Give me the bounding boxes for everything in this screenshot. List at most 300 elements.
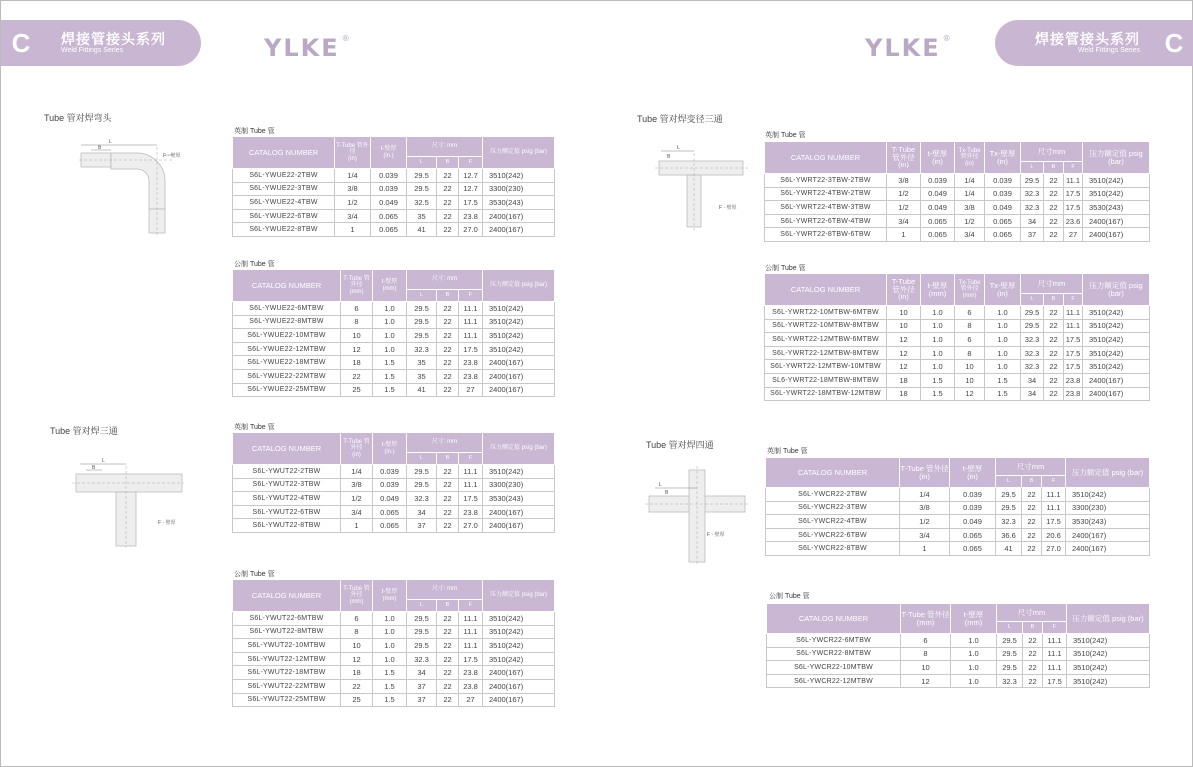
header-title-zh: 焊接管接头系列: [61, 30, 166, 47]
col-header-t-tube: T-Tube 管外径: [900, 463, 949, 473]
value-cell: 11.1: [1042, 488, 1066, 502]
value-cell: 23.8: [459, 356, 483, 370]
value-cell: 0.065: [985, 214, 1021, 228]
value-cell: 29.5: [407, 315, 437, 329]
value-cell: 32.3: [1021, 187, 1044, 201]
table-row: [233, 302, 555, 316]
value-cell: 17.5: [1042, 515, 1066, 529]
col-header-t-tube: T-Tube 管外径: [336, 143, 369, 156]
elbow-imperial-table: CATALOG NUMBER T-Tube 管外径 (in) t-壁厚 (in.) 尺寸: mm 压力额定值 psig (bar) L B F S6L-YWUE22-2TBW 1/4 0.039 29.5 22 12.7 3510(242) S6L-YWUE22-3TBW 3/8 0.039 29.5 22 12.7 3300(230) S6L-YWUE22-4TBW 1/2 0.049 32.5 22 17.5 3530(243) S6L-YWUE22-6TBW 3/4 0.065 35 22 23.8 2400(167) S6L-YWUE22-8TBW 1 0.065 41 22 27.0 2400(167): [232, 136, 555, 237]
value-cell: 25: [341, 383, 373, 397]
value-cell: 3510(242): [1083, 187, 1150, 201]
value-cell: 2400(167): [483, 693, 555, 707]
col-header-catalog: CATALOG NUMBER: [233, 433, 341, 465]
value-cell: 18: [341, 666, 373, 680]
value-cell: 3510(242): [483, 342, 555, 356]
value-cell: 11.1: [1064, 174, 1083, 188]
value-cell: 3510(242): [1083, 319, 1150, 333]
catalog-number-cell: S6L-YWUT22-22MTBW: [233, 679, 341, 693]
value-cell: 11.1: [1043, 634, 1067, 648]
value-cell: 22: [1044, 228, 1064, 242]
value-cell: 22: [1022, 501, 1042, 515]
col-header-size: 尺寸mm: [1021, 142, 1083, 162]
table-row: [233, 342, 555, 356]
value-cell: 22: [437, 465, 459, 479]
value-cell: 34: [1021, 214, 1044, 228]
value-cell: 11.1: [1043, 661, 1067, 675]
value-cell: 6: [341, 612, 373, 626]
col-header-catalog: CATALOG NUMBER: [765, 142, 887, 174]
value-cell: 3530(243): [483, 196, 555, 210]
value-cell: 32.3: [1021, 360, 1044, 374]
value-cell: 0.039: [985, 174, 1021, 188]
table-row: [233, 223, 555, 237]
value-cell: 3/4: [335, 209, 371, 223]
value-cell: 0.039: [371, 182, 407, 196]
value-cell: 22: [437, 383, 459, 397]
elbow-metric-table: CATALOG NUMBER T-Tube 管外径 (mm) t-壁厚 (mm) 尺寸: mm 压力额定值 psig (bar) L B F S6L-YWUE22-6MTBW 6 1.0 29.5 22 11.1 3510(242) S6L-YWUE22-8MTBW 8 1.0 29.5 22 11.1 3510(242) S6L-YWUE22-10MTBW 10 1.0 29.5 22 11.1 3510(242) S6L-YWUE22-12MTBW 12 1.0 32.3 22 17.5 3510(242) S6L-YWUE22-18MTBW 18 1.5 35 22 23.8 2400(167) S6L-YWUE22-22MTBW 22 1.5 35 22 23.8 2400(167) S6L-YWUE22-25MTBW 25 1.5 41 22 27 2400(167): [232, 269, 555, 397]
table-row: [765, 360, 1150, 374]
value-cell: 23.8: [459, 679, 483, 693]
dim-label-l: L: [102, 458, 105, 464]
value-cell: 22: [1044, 387, 1064, 401]
catalog-number-cell: S6L-YWRT22-10MTBW-6MTBW: [765, 306, 887, 320]
col-header-wall: t-壁厚: [962, 463, 983, 473]
value-cell: 1: [887, 228, 921, 242]
col-header-size: 尺寸: mm: [407, 580, 483, 600]
col-header-pressure: 压力额定值 psig (bar): [1083, 274, 1150, 306]
value-cell: 22: [1022, 528, 1042, 542]
value-cell: 17.5: [459, 652, 483, 666]
value-cell: 1: [900, 542, 950, 556]
value-cell: 1/2: [887, 201, 921, 215]
table-row: [767, 634, 1150, 648]
value-cell: 22: [437, 679, 459, 693]
value-cell: 34: [1021, 387, 1044, 401]
value-cell: 1.5: [921, 373, 955, 387]
value-cell: 3530(243): [1083, 201, 1150, 215]
value-cell: 32.3: [997, 674, 1023, 688]
value-cell: 29.5: [407, 182, 437, 196]
catalog-number-cell: S6L-YWUE22-2TBW: [233, 169, 335, 183]
value-cell: 22: [1044, 201, 1064, 215]
value-cell: 1.0: [373, 302, 407, 316]
value-cell: 22: [437, 625, 459, 639]
value-cell: 17.5: [1064, 346, 1083, 360]
value-cell: 3510(242): [1067, 634, 1150, 648]
col-header-size: 尺寸: mm: [407, 270, 483, 290]
catalog-number-cell: S6L-YWUT22-18MTBW: [233, 666, 341, 680]
value-cell: 10: [341, 329, 373, 343]
cross-metric-table: CATALOG NUMBER T-Tube 管外径 (mm) t-壁厚 (mm) 尺寸mm 压力额定值 psig (bar) L B F S6L-YWCR22-6MTBW 6 1.0 29.5 22 11.1 3510(242) S6L-YWCR22-8MTBW 8 1.0 29.5 22 11.1 3510(242) S6L-YWCR22-10MTBW 10 1.0 29.5 22 11.1 3510(242) S6L-YWCR22-12MTBW 12 1.0 32.3 22 17.5 3510(242): [766, 603, 1150, 688]
value-cell: 8: [901, 647, 951, 661]
value-cell: 3510(242): [1083, 306, 1150, 320]
value-cell: 2400(167): [483, 679, 555, 693]
col-header-tx-tube: Tx-Tube 管外径: [958, 280, 981, 293]
col-header-size: 尺寸: mm: [407, 433, 483, 453]
value-cell: 2400(167): [483, 505, 555, 519]
value-cell: 23.8: [1064, 387, 1083, 401]
catalog-number-cell: S6L-YWUT22-10MTBW: [233, 639, 341, 653]
value-cell: 1.0: [373, 652, 407, 666]
table-title: 英制 Tube 管: [234, 424, 275, 431]
dim-label-l: L: [109, 139, 112, 145]
col-header-size: 尺寸mm: [997, 604, 1067, 622]
table-title: 公制 Tube 管: [234, 571, 275, 578]
value-cell: 1.5: [373, 693, 407, 707]
value-cell: 2400(167): [1066, 542, 1150, 556]
value-cell: 0.049: [985, 201, 1021, 215]
col-header-tx-wall: Tx-壁厚: [989, 280, 1016, 290]
value-cell: 1/2: [887, 187, 921, 201]
value-cell: 22: [1044, 373, 1064, 387]
value-cell: 10: [887, 306, 921, 320]
value-cell: 3510(242): [483, 315, 555, 329]
catalog-number-cell: S6L-YWCR22-3TBW: [766, 501, 900, 515]
value-cell: 6: [955, 306, 985, 320]
value-cell: 3/4: [341, 505, 373, 519]
value-cell: 1.0: [373, 315, 407, 329]
value-cell: 3300(230): [483, 478, 555, 492]
value-cell: 12: [901, 674, 951, 688]
value-cell: 0.065: [921, 214, 955, 228]
value-cell: 0.049: [950, 515, 996, 529]
value-cell: 22: [1023, 647, 1043, 661]
elbow-diagram: [61, 139, 191, 239]
value-cell: 22: [437, 612, 459, 626]
value-cell: 23.8: [459, 209, 483, 223]
value-cell: 2400(167): [483, 356, 555, 370]
value-cell: 3510(242): [1067, 674, 1150, 688]
col-header-pressure: 压力额定值 psig (bar): [1067, 604, 1150, 634]
value-cell: 12: [955, 387, 985, 401]
col-header-catalog: CATALOG NUMBER: [233, 270, 341, 302]
value-cell: 22: [341, 679, 373, 693]
value-cell: 32.3: [996, 515, 1022, 529]
value-cell: 22: [1044, 187, 1064, 201]
value-cell: 0.039: [950, 488, 996, 502]
value-cell: 22: [437, 519, 459, 533]
value-cell: 3300(230): [483, 182, 555, 196]
value-cell: 22: [437, 169, 459, 183]
table-title: 英制 Tube 管: [765, 132, 806, 139]
value-cell: 3510(242): [483, 652, 555, 666]
value-cell: 1.0: [373, 342, 407, 356]
value-cell: 22: [1023, 674, 1043, 688]
value-cell: 10: [955, 360, 985, 374]
value-cell: 41: [407, 383, 437, 397]
table-row: [233, 612, 555, 626]
value-cell: 3530(243): [483, 492, 555, 506]
catalog-number-cell: S6L-YWRT22-3TBW-2TBW: [765, 174, 887, 188]
reducing-tee-imperial-table: CATALOG NUMBER T-Tube 管外径 (in) t-壁厚 (in) Tx-Tube 管外径 (in) Tx-壁厚 (in) 尺寸mm 压力额定值 psig (bar) L B F S6L-YWRT22-3TBW-2TBW 3/8 0.039 1/4 0.039 29.5 22 11.1 3510(242) S6L-YWRT22-4TBW-2TBW 1/2 0.049 1/4 0.039 32.3 22 17.5 3510(242) S6L-YWRT22-4TBW-3TBW 1/2 0.049 3/8 0.049 32.3 22 17.5 3530(243) S6L-YWRT22-6TBW-4TBW 3/4 0.065 1/2 0.065 34 22 23.6 2400(167) S6L-YWRT22-8TBW-6TBW 1 0.065 3/4 0.065 37 22 27 2400(167): [764, 141, 1150, 242]
value-cell: 17.5: [459, 492, 483, 506]
dim-label-b: B: [667, 154, 671, 160]
table-row: [233, 666, 555, 680]
table-row: [233, 196, 555, 210]
value-cell: 6: [901, 634, 951, 648]
value-cell: 22: [437, 369, 459, 383]
catalog-number-cell: S6L-YWUT22-3TBW: [233, 478, 341, 492]
value-cell: 1.0: [951, 661, 997, 675]
value-cell: 6: [341, 302, 373, 316]
table-row: [233, 679, 555, 693]
table-row: [765, 373, 1150, 387]
value-cell: 17.5: [1064, 187, 1083, 201]
value-cell: 27.0: [1042, 542, 1066, 556]
value-cell: 1.0: [985, 360, 1021, 374]
value-cell: 29.5: [1021, 319, 1044, 333]
cross-diagram: [641, 466, 751, 566]
value-cell: 32.3: [1021, 333, 1044, 347]
catalog-number-cell: S6L-YWCR22-8TBW: [766, 542, 900, 556]
table-row: [233, 369, 555, 383]
value-cell: 2400(167): [483, 209, 555, 223]
header-title-en: Weld Fittings Series: [61, 46, 124, 54]
value-cell: 12: [341, 652, 373, 666]
value-cell: 1.5: [373, 383, 407, 397]
value-cell: 1.0: [951, 647, 997, 661]
value-cell: 35: [407, 369, 437, 383]
value-cell: 22: [437, 315, 459, 329]
value-cell: 2400(167): [483, 369, 555, 383]
value-cell: 0.065: [950, 542, 996, 556]
value-cell: 22: [437, 196, 459, 210]
catalog-number-cell: S6L-YWUE22-8TBW: [233, 223, 335, 237]
value-cell: 22: [437, 329, 459, 343]
value-cell: 20.6: [1042, 528, 1066, 542]
value-cell: 37: [407, 693, 437, 707]
value-cell: 18: [887, 387, 921, 401]
table-row: [233, 209, 555, 223]
catalog-number-cell: S6L-YWUE22-3TBW: [233, 182, 335, 196]
value-cell: 17.5: [1064, 360, 1083, 374]
value-cell: 22: [437, 666, 459, 680]
value-cell: 2400(167): [483, 666, 555, 680]
col-header-t-tube: T-Tube 管外径: [343, 276, 370, 289]
value-cell: 35: [407, 356, 437, 370]
catalog-number-cell: S6L-YWCR22-2TBW: [766, 488, 900, 502]
brand-logo-left: YLKE ®: [264, 34, 352, 62]
value-cell: 1.0: [985, 346, 1021, 360]
value-cell: 2400(167): [1083, 387, 1150, 401]
value-cell: 22: [437, 639, 459, 653]
value-cell: 11.1: [459, 465, 483, 479]
table-row: [765, 228, 1150, 242]
catalog-number-cell: S6L-YWRT22-4TBW-2TBW: [765, 187, 887, 201]
value-cell: 34: [407, 666, 437, 680]
value-cell: 0.039: [373, 465, 407, 479]
col-header-pressure: 压力额定值 psig (bar): [483, 433, 555, 465]
value-cell: 3510(242): [483, 612, 555, 626]
value-cell: 29.5: [997, 634, 1023, 648]
value-cell: 3300(230): [1066, 501, 1150, 515]
value-cell: 0.065: [950, 528, 996, 542]
value-cell: 0.049: [921, 187, 955, 201]
value-cell: 1.5: [373, 666, 407, 680]
value-cell: 8: [341, 625, 373, 639]
value-cell: 12.7: [459, 182, 483, 196]
catalog-number-cell: S6L-YWCR22-4TBW: [766, 515, 900, 529]
col-header-pressure: 压力额定值 psig (bar): [483, 270, 555, 302]
value-cell: 11.1: [1064, 306, 1083, 320]
value-cell: 3510(242): [1066, 488, 1150, 502]
value-cell: 1: [341, 519, 373, 533]
value-cell: 1.0: [373, 625, 407, 639]
value-cell: 34: [1021, 373, 1044, 387]
value-cell: 2400(167): [1066, 528, 1150, 542]
value-cell: 29.5: [407, 625, 437, 639]
value-cell: 22: [1023, 661, 1043, 675]
table-row: [233, 182, 555, 196]
value-cell: 1.0: [951, 634, 997, 648]
value-cell: 22: [437, 302, 459, 316]
value-cell: 1.0: [921, 360, 955, 374]
value-cell: 11.1: [459, 612, 483, 626]
col-header-t-tube: T-Tube 管外径: [891, 144, 916, 162]
table-row: [767, 661, 1150, 675]
col-header-wall: t-壁厚: [380, 146, 397, 153]
value-cell: 18: [887, 373, 921, 387]
table-row: [765, 319, 1150, 333]
catalog-number-cell: S6L-YWRT22-12MTBW-10MTBW: [765, 360, 887, 374]
value-cell: 37: [1021, 228, 1044, 242]
value-cell: 29.5: [1021, 306, 1044, 320]
value-cell: 23.8: [459, 505, 483, 519]
value-cell: 1.0: [921, 319, 955, 333]
catalog-number-cell: S6L-YWRT22-12MTBW-6MTBW: [765, 333, 887, 347]
value-cell: 32.3: [407, 492, 437, 506]
value-cell: 12: [887, 360, 921, 374]
value-cell: 29.5: [407, 302, 437, 316]
value-cell: 29.5: [407, 169, 437, 183]
value-cell: 12: [887, 346, 921, 360]
table-title: 公制 Tube 管: [765, 265, 806, 272]
value-cell: 37: [407, 679, 437, 693]
col-header-wall: t-壁厚: [381, 279, 398, 286]
value-cell: 11.1: [459, 639, 483, 653]
dim-label-b: B: [98, 145, 102, 151]
col-header-size: 尺寸mm: [1021, 274, 1083, 294]
value-cell: 3/4: [955, 228, 985, 242]
value-cell: 1/4: [955, 187, 985, 201]
header-left-tab: [1, 20, 201, 66]
value-cell: 0.065: [373, 519, 407, 533]
value-cell: 3/4: [887, 214, 921, 228]
value-cell: 2400(167): [1083, 228, 1150, 242]
col-header-t-tube: T-Tube 管外径: [343, 586, 370, 599]
tee-diagram: [66, 456, 186, 551]
dim-label-l: L: [659, 482, 662, 488]
value-cell: 1: [335, 223, 371, 237]
dim-label-f: F · 壁厚: [158, 520, 176, 526]
value-cell: 1.0: [373, 639, 407, 653]
value-cell: 32.3: [407, 342, 437, 356]
catalog-number-cell: S6L-YWRT22-12MTBW-8MTBW: [765, 346, 887, 360]
value-cell: 22: [1022, 488, 1042, 502]
value-cell: 3510(242): [1067, 647, 1150, 661]
catalog-number-cell: S6L-YWCR22-8MTBW: [767, 647, 901, 661]
value-cell: 1/4: [955, 174, 985, 188]
table-row: [233, 478, 555, 492]
col-header-pressure: 压力额定值 psig (bar): [1083, 142, 1150, 174]
table-row: [766, 515, 1150, 529]
brand-logo-right: YLKE ®: [865, 34, 953, 62]
col-header-wall: t-壁厚: [381, 589, 398, 596]
dim-label-f: F · 壁厚: [719, 205, 737, 211]
table-row: [233, 505, 555, 519]
catalog-number-cell: S6L-YWUT22-12MTBW: [233, 652, 341, 666]
col-header-catalog: CATALOG NUMBER: [767, 604, 901, 634]
value-cell: 27.0: [459, 519, 483, 533]
catalog-number-cell: S6L-YWCR22-6TBW: [766, 528, 900, 542]
col-header-tx-tube: Tx-Tube 管外径: [958, 148, 981, 161]
value-cell: 2400(167): [1083, 214, 1150, 228]
table-row: [233, 639, 555, 653]
value-cell: 3510(242): [483, 625, 555, 639]
value-cell: 0.039: [950, 501, 996, 515]
col-header-catalog: CATALOG NUMBER: [233, 580, 341, 612]
value-cell: 22: [341, 369, 373, 383]
value-cell: 29.5: [407, 612, 437, 626]
value-cell: 1.0: [373, 612, 407, 626]
catalog-number-cell: S6L-YWUE22-8MTBW: [233, 315, 341, 329]
value-cell: 11.1: [1043, 647, 1067, 661]
value-cell: 3510(242): [1083, 333, 1150, 347]
catalog-number-cell: S6L-YWUE22-18MTBW: [233, 356, 341, 370]
cross-imperial-table: CATALOG NUMBER T-Tube 管外径 (in) t-壁厚 (in) 尺寸mm 压力额定值 psig (bar) L B F S6L-YWCR22-2TBW 1/4 0.039 29.5 22 11.1 3510(242) S6L-YWCR22-3TBW 3/8 0.039 29.5 22 11.1 3300(230) S6L-YWCR22-4TBW 1/2 0.049 32.3 22 17.5 3530(243) S6L-YWCR22-6TBW 3/4 0.065 36.6 22 20.6 2400(167) S6L-YWCR22-8TBW 1 0.065 41 22 27.0 2400(167): [765, 457, 1150, 556]
catalog-number-cell: S6L-YWUE22-25MTBW: [233, 383, 341, 397]
value-cell: 3/8: [887, 174, 921, 188]
dim-label-b: B: [665, 490, 669, 496]
col-header-wall: t-壁厚: [927, 148, 948, 158]
value-cell: 10: [341, 639, 373, 653]
col-header-size: 尺寸: mm: [407, 137, 483, 157]
table-row: [233, 693, 555, 707]
value-cell: 8: [955, 319, 985, 333]
value-cell: 0.039: [985, 187, 1021, 201]
value-cell: 22: [437, 182, 459, 196]
col-header-pressure: 压力额定值 psig (bar): [1066, 458, 1150, 488]
table-row: [765, 333, 1150, 347]
value-cell: 32.3: [1021, 201, 1044, 215]
catalog-number-cell: S6L-YWUT22-8MTBW: [233, 625, 341, 639]
value-cell: 17.5: [1064, 333, 1083, 347]
value-cell: 22: [437, 478, 459, 492]
table-row: [233, 652, 555, 666]
value-cell: 27: [1064, 228, 1083, 242]
table-row: [766, 528, 1150, 542]
value-cell: 1.0: [951, 674, 997, 688]
section-letter: C: [11, 27, 31, 58]
col-header-catalog: CATALOG NUMBER: [233, 137, 335, 169]
tee-imperial-table: CATALOG NUMBER T-Tube 管外径 (in) t-壁厚 (in.) 尺寸: mm 压力额定值 psig (bar) L B F S6L-YWUT22-2TBW 1/4 0.039 29.5 22 11.1 3510(242) S6L-YWUT22-3TBW 3/8 0.039 29.5 22 11.1 3300(230) S6L-YWUT22-4TBW 1/2 0.049 32.3 22 17.5 3530(243) S6L-YWUT22-6TBW 3/4 0.065 34 22 23.8 2400(167) S6L-YWUT22-8TBW 1 0.065 37 22 27.0 2400(167): [232, 432, 555, 533]
section-title-cross: Tube 管对焊四通: [646, 440, 714, 450]
catalog-number-cell: S6L-YWUT22-8TBW: [233, 519, 341, 533]
value-cell: 1/4: [900, 488, 950, 502]
dim-label-b: B: [92, 465, 96, 471]
value-cell: 11.1: [459, 478, 483, 492]
header-title-zh: 焊接管接头系列: [1035, 30, 1140, 47]
value-cell: 22: [437, 209, 459, 223]
value-cell: 22: [437, 223, 459, 237]
value-cell: 10: [901, 661, 951, 675]
col-header-t-tube: T-Tube 管外径: [891, 276, 916, 294]
value-cell: 25: [341, 693, 373, 707]
value-cell: 1.0: [985, 319, 1021, 333]
value-cell: 22: [437, 505, 459, 519]
reducing-tee-metric-table: CATALOG NUMBER T-Tube 管外径 (in) t-壁厚 (mm) Tx-Tube 管外径 (mm) Tx-壁厚 (in) 尺寸mm 压力额定值 psig (bar) L B F S6L-YWRT22-10MTBW-6MTBW 10 1.0 6 1.0 29.5 22 11.1 3510(242) S6L-YWRT22-10MTBW-8MTBW 10 1.0 8 1.0 29.5 22 11.1 3510(242) S6L-YWRT22-12MTBW-6MTBW 12 1.0 6 1.0 32.3 22 17.5 3510(242) S6L-YWRT22-12MTBW-8MTBW 12 1.0 8 1.0 32.3 22 17.5 3510(242) S6L-YWRT22-12MTBW-10MTBW 12 1.0 10 1.0 32.3 22 17.5 3510(242) SL6-YWRT22-18MTBW-8MTBW 18 1.5 10 1.5 34 22 23.8 2400(167) S6L-YWRT22-18MTBW-12MTBW 18 1.5 12 1.5 34 22 23.8 2400(167): [764, 273, 1150, 401]
